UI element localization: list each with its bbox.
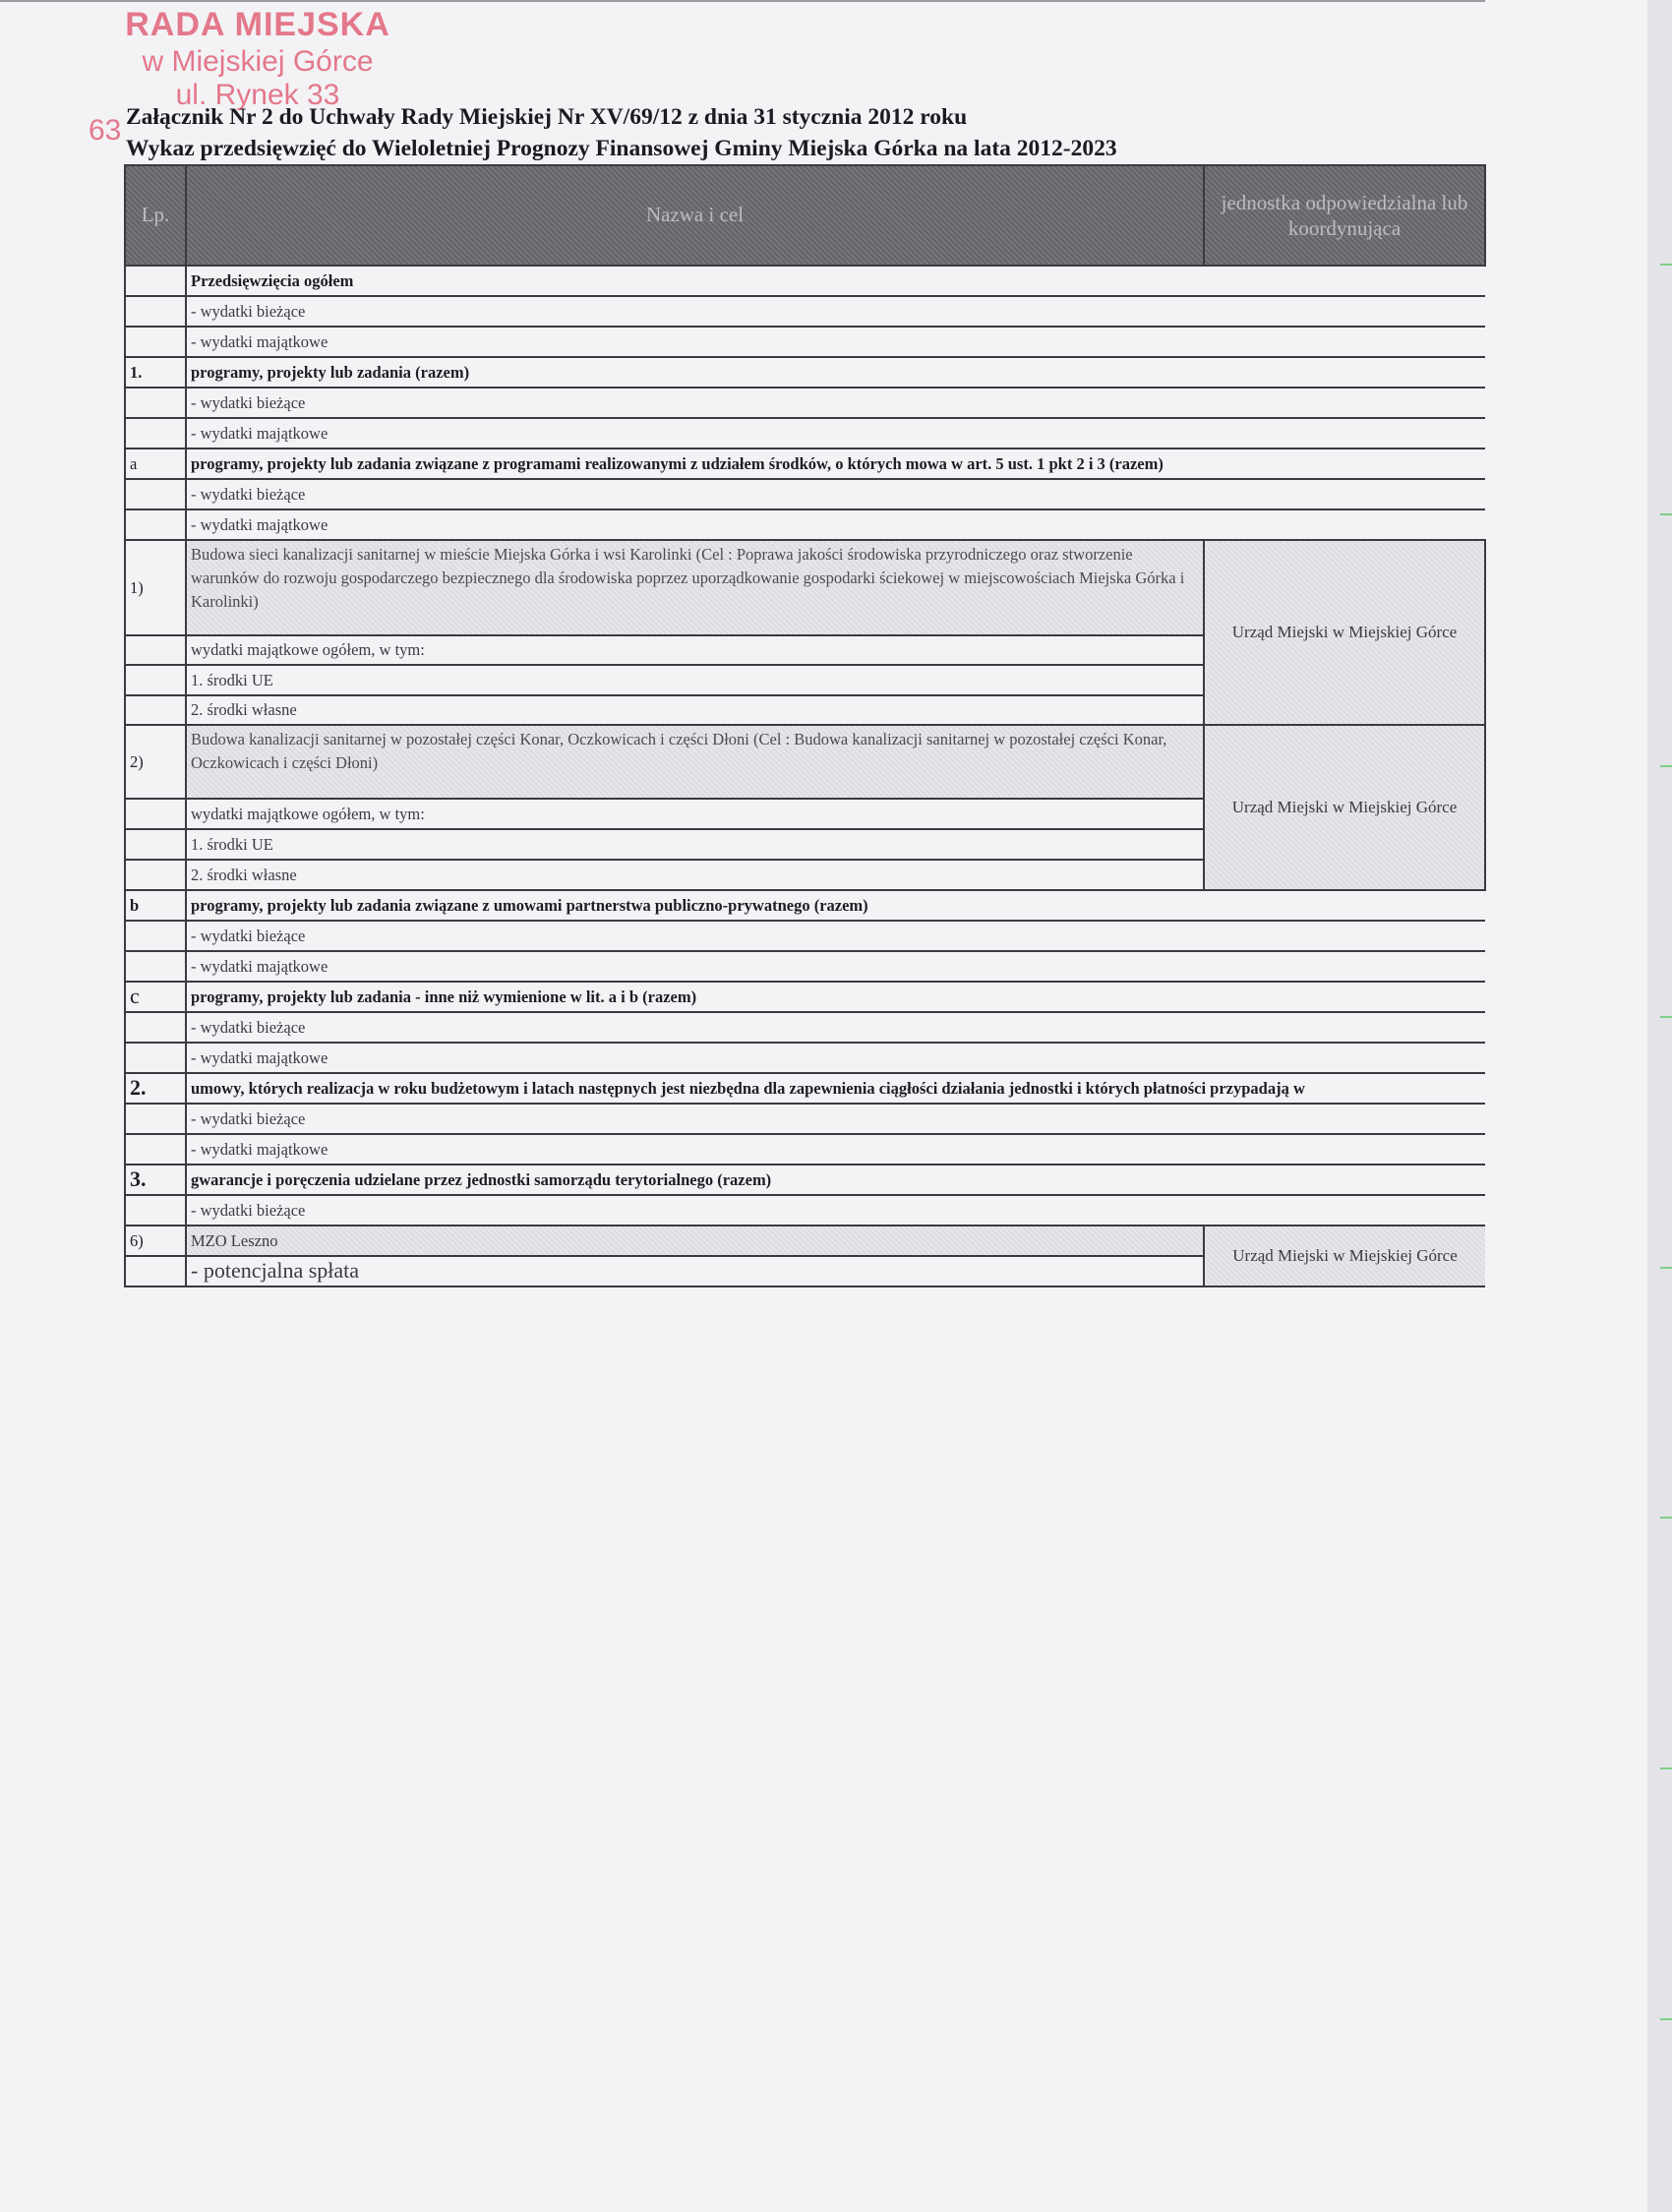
table-row xyxy=(125,951,1485,982)
row-lp: b xyxy=(125,890,186,921)
edge-mark xyxy=(1660,2018,1672,2020)
row-lp xyxy=(125,921,186,951)
table-row xyxy=(125,1012,1485,1043)
header-unit: jednostka odpowiedzialna lub koordynująca xyxy=(1204,165,1485,266)
table-row xyxy=(125,357,1485,388)
header-lp: Lp. xyxy=(125,165,186,266)
row-text: 1. środki UE xyxy=(186,665,1204,695)
project-row xyxy=(125,725,1485,799)
row-text: - wydatki bieżące xyxy=(186,1195,1485,1226)
row-lp xyxy=(125,799,186,829)
row-text: - wydatki majątkowe xyxy=(186,327,1485,357)
row-text: 2. środki własne xyxy=(186,860,1204,890)
row-text: Przedsięwzięcia ogółem xyxy=(186,266,1485,296)
table-row xyxy=(125,266,1485,296)
row-text: programy, projekty lub zadania związane z programami realizowanymi z udziałem środków, o których mowa w art. 5 ust. 1 pkt 2 i 3 (razem) xyxy=(186,448,1485,479)
row-lp xyxy=(125,266,186,296)
row-text: umowy, których realizacja w roku budżetowym i latach następnych jest niezbędna dla zapewnienia ciągłości działania jednostki i których płatności przypadają w xyxy=(186,1073,1485,1104)
row-text: - wydatki majątkowe xyxy=(186,1134,1485,1165)
edge-mark xyxy=(1660,1517,1672,1519)
row-text: programy, projekty lub zadania - inne niż wymienione w lit. a i b (razem) xyxy=(186,982,1485,1012)
row-text: - wydatki majątkowe xyxy=(186,418,1485,448)
table-row xyxy=(125,479,1485,509)
row-lp xyxy=(125,1043,186,1073)
row-text: gwarancje i poręczenia udzielane przez jednostki samorządu terytorialnego (razem) xyxy=(186,1165,1485,1195)
project-name: MZO Leszno xyxy=(186,1226,1204,1256)
row-text: programy, projekty lub zadania związane z umowami partnerstwa publiczno-prywatnego (razem) xyxy=(186,890,1485,921)
row-text: - wydatki majątkowe xyxy=(186,509,1485,540)
document-subtitle: Wykaz przedsięwzięć do Wieloletniej Prognozy Finansowej Gminy Miejska Górka na lata 2012-2023 xyxy=(126,136,1117,161)
row-lp xyxy=(125,509,186,540)
table-row xyxy=(125,1073,1485,1104)
table-row xyxy=(125,1165,1485,1195)
edge-mark xyxy=(1660,513,1672,515)
table-row xyxy=(125,982,1485,1012)
table-row xyxy=(125,388,1485,418)
table-row xyxy=(125,1043,1485,1073)
scan-edge xyxy=(1647,0,1672,2212)
table-row xyxy=(125,1195,1485,1226)
table-row xyxy=(125,1134,1485,1165)
row-lp xyxy=(125,829,186,860)
stamp-line: ul. Rynek 33 xyxy=(175,79,340,111)
row-text: - wydatki bieżące xyxy=(186,479,1485,509)
row-text: - wydatki bieżące xyxy=(186,388,1485,418)
row-lp xyxy=(125,1012,186,1043)
row-lp: 1. xyxy=(125,357,186,388)
table-row xyxy=(125,418,1485,448)
table-row xyxy=(125,1104,1485,1134)
row-lp xyxy=(125,327,186,357)
table-header xyxy=(125,165,1485,266)
row-lp: c xyxy=(125,982,186,1012)
table-row xyxy=(125,921,1485,951)
row-lp xyxy=(125,695,186,725)
row-text: - wydatki bieżące xyxy=(186,1012,1485,1043)
row-lp: 6) xyxy=(125,1226,186,1256)
table-row xyxy=(125,296,1485,327)
stamp-line: 63 xyxy=(89,114,122,147)
row-lp xyxy=(125,1134,186,1165)
edge-mark xyxy=(1660,1767,1672,1769)
row-lp: 3. xyxy=(125,1165,186,1195)
row-lp: 1) xyxy=(125,540,186,635)
row-text: - potencjalna spłata xyxy=(186,1256,1204,1286)
project-name: Budowa sieci kanalizacji sanitarnej w mieście Miejska Górka i wsi Karolinki (Cel : Poprawa jakości środowiska przyrodniczego oraz stworzenie warunków do rozwoju gospodarczego bezpiecznego dla środowiska poprzez uporządkowanie gospodarki ściekowej w miejscowościach Miejska Górka i Karolinki) xyxy=(186,540,1204,635)
row-lp xyxy=(125,860,186,890)
header-name: Nazwa i cel xyxy=(186,165,1204,266)
row-text: - wydatki bieżące xyxy=(186,1104,1485,1134)
project-row xyxy=(125,540,1485,635)
row-lp xyxy=(125,418,186,448)
project-name: Budowa kanalizacji sanitarnej w pozostałej części Konar, Oczkowicach i części Dłoni (Cel : Budowa kanalizacji sanitarnej w pozostałej części Konar, Oczkowicach i części Dłoni) xyxy=(186,725,1204,799)
edge-mark xyxy=(1660,264,1672,266)
row-lp xyxy=(125,951,186,982)
row-lp xyxy=(125,388,186,418)
row-text: - wydatki bieżące xyxy=(186,921,1485,951)
stamp-line: RADA MIEJSKA xyxy=(125,6,390,43)
row-text: - wydatki majątkowe xyxy=(186,951,1485,982)
stamp-line: w Miejskiej Górce xyxy=(142,45,374,78)
row-lp: a xyxy=(125,448,186,479)
row-lp xyxy=(125,1195,186,1226)
row-lp xyxy=(125,1104,186,1134)
row-text: 2. środki własne xyxy=(186,695,1204,725)
projects-table xyxy=(124,164,1486,1287)
document-title: Załącznik Nr 2 do Uchwały Rady Miejskiej Nr XV/69/12 z dnia 31 stycznia 2012 roku xyxy=(126,104,968,130)
responsible-unit: Urząd Miejski w Miejskiej Górce xyxy=(1204,540,1485,725)
table-row xyxy=(125,327,1485,357)
row-lp xyxy=(125,296,186,327)
project-row xyxy=(125,1226,1485,1256)
row-text: wydatki majątkowe ogółem, w tym: xyxy=(186,635,1204,665)
table-row xyxy=(125,890,1485,921)
row-lp xyxy=(125,1256,186,1286)
row-text: - wydatki majątkowe xyxy=(186,1043,1485,1073)
edge-mark xyxy=(1660,1016,1672,1018)
table-row xyxy=(125,509,1485,540)
top-border-line xyxy=(0,0,1485,2)
row-lp xyxy=(125,665,186,695)
row-lp xyxy=(125,479,186,509)
responsible-unit: Urząd Miejski w Miejskiej Górce xyxy=(1204,725,1485,890)
row-lp xyxy=(125,635,186,665)
row-lp: 2. xyxy=(125,1073,186,1104)
row-text: 1. środki UE xyxy=(186,829,1204,860)
row-text: - wydatki bieżące xyxy=(186,296,1485,327)
row-lp: 2) xyxy=(125,725,186,799)
edge-mark xyxy=(1660,1267,1672,1269)
row-text: programy, projekty lub zadania (razem) xyxy=(186,357,1485,388)
row-text: wydatki majątkowe ogółem, w tym: xyxy=(186,799,1204,829)
responsible-unit: Urząd Miejski w Miejskiej Górce xyxy=(1204,1226,1485,1286)
table-row xyxy=(125,448,1485,479)
edge-mark xyxy=(1660,765,1672,767)
